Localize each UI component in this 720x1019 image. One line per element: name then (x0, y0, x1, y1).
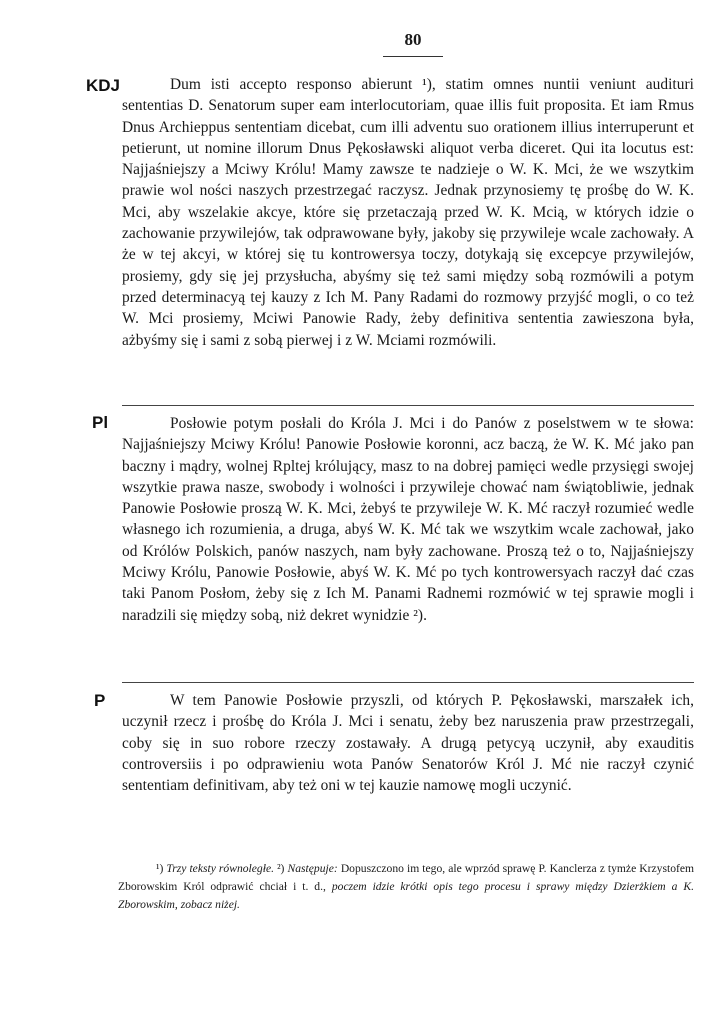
footnote-2-marker: ²) (277, 862, 285, 875)
page-number: 80 (404, 30, 422, 49)
siglum-pl: Pl (92, 413, 109, 432)
footnotes (118, 860, 694, 914)
section-divider (122, 405, 694, 406)
paragraph-p: W tem Panowie Posłowie przyszli, od których P. Pękosławski, marszałek ich, uczynił rzecz i prośbę do Króla J. Mci i senatu, żeby bez naruszenia praw przestrzegali, coby się in suo robore rzeczy zostawały. A drugą petycyą uczynił, aby exauditis controversiis i po odprawieniu wota Panów Senatorów Król J. Mć nie raczył czynić sententiam definitivam, aby też oni w tej kauzie namowę mogli uczynić. (122, 692, 694, 795)
paragraph-kdj: Dum isti accepto responso abierunt ¹), statim omnes nuntii veniunt audituri sententias D. Senatorum super eam interlocutoriam, quae illis fuit proposita. Et iam Rmus Dnus Archieppus sententiam dicebat, cum illi adventu suo orationem illius interruperunt et petierunt, ut nomine illorum Dnus Pękosławski aliquot verba diceret. Qui ita locutus est: Najjaśniejszy a Mciwy Królu! Mamy zawsze te nadzieje o W. K. Mci, że we wszytkim prawie wol ności naszych przestrzegać raczysz. Jednak przynosiemy tę prośbę do W. K. Mci, aby wszelakie akcye, które się przetaczają przed W. K. Mcią, w których idzie o zachowanie przywilejów, tak odprawowane były, jakoby się przywileje wcale zachowały. A że w tej akcyi, w której się tu kontrowersya toczy, dotykają się excepcye przywilejów, prosiemy, gdy się jej przysłucha, abyśmy się też sami między sobą rozmówili a potym przed determinacyą tej kauzy z Ich M. Pany Radami do rozmowy przyjść mogli, o co też W. Mci prosiemy, Mciwi Panowie Rady, żeby definitiva sententia zawieszona była, ażbyśmy się i sami z sobą pierwej i z W. Mciami rozmówili. (122, 76, 694, 349)
footnote-2-italic-text: poczem idzie krótki opis tego procesu i sprawy między Dzierżkiem a K. Zborowskim, zobacz niżej. (118, 880, 694, 911)
footnote-2-text: Dopuszczono im tego, ale wprzód sprawę P. Kanclerza z tymże Krzystofem Zborowskim Król odprawić chciał i t. d., (118, 862, 695, 893)
footnote-1-marker: ¹) (156, 862, 164, 875)
page-number-rule (383, 56, 443, 57)
siglum-p: P (94, 691, 106, 710)
siglum-kdj: KDJ (86, 76, 121, 95)
footnote-1-text: Trzy teksty równoległe. (166, 862, 274, 875)
footnote-2-label: Następuje: (287, 862, 338, 875)
paragraph-pl: Posłowie potym posłali do Króla J. Mci i do Panów z poselstwem w te słowa: Najjaśniejszy Mciwy Królu! Panowie Posłowie koronni, acz baczą, że W. K. Mć jako pan baczny i mądry, wolnej Rpltej królujący, masz to na dobrej pamięci wedle przysięgi swojej wszytkie prawa nasze, swobody i wolności i przywileje chować nam świątobliwie, jednak Panowie Posłowie proszą W. K. Mci, żebyś te przywileje W. K. Mć raczył rozumieć wedle własnego ich rozumienia, a druga, abyś W. K. Mć tak we wszytkim wcale zachował, jako od Królów Polskich, panów naszych, nam były zachowane. Proszą też o to, Najjaśniejszy Mciwy Królu, Panowie Posłowie, abyś W. K. Mć po tych kontrowersyach raczył dać czas taki Panom Posłom, żeby się z Ich M. Panami Radnemi rozmówić w tej sprawie mogli i naradzili się między sobą, niż dekret wynidzie ²). (122, 415, 694, 624)
section-divider (122, 682, 694, 683)
